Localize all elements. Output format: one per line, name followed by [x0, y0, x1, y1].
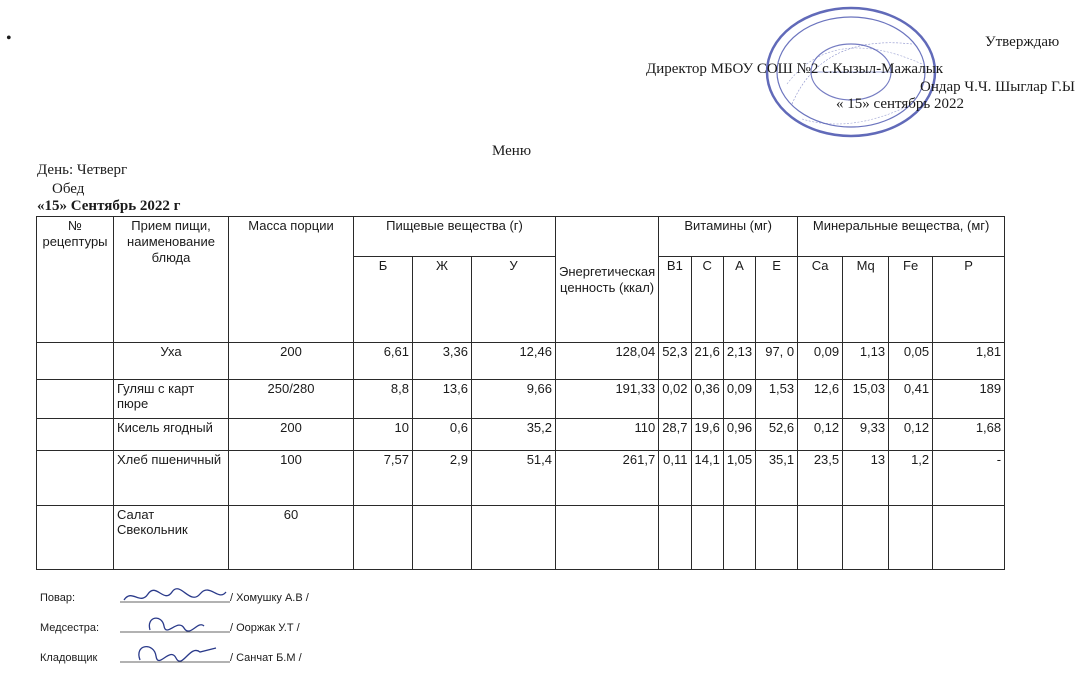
- cell-energy: 261,7: [556, 451, 659, 506]
- header-minerals: Минеральные вещества, (мг): [798, 217, 1005, 257]
- table-row: [37, 451, 1005, 506]
- cell-b: 7,57: [354, 451, 413, 506]
- cell-c: 14,1: [691, 451, 723, 506]
- cell-p: -: [933, 451, 1005, 506]
- cell-u: 35,2: [472, 419, 556, 451]
- subheader-a: А: [723, 257, 755, 343]
- cell-b: 6,61: [354, 343, 413, 380]
- cell-mg: 1,13: [843, 343, 889, 380]
- header-recipe: № рецептуры: [37, 217, 114, 343]
- signature-name: / Ооржак У.Т /: [230, 622, 300, 634]
- cell-fe: 0,05: [889, 343, 933, 380]
- cell-b1: 52,3: [659, 343, 691, 380]
- cell-u: 9,66: [472, 380, 556, 419]
- subheader-u: У: [472, 257, 556, 343]
- cell-mg: 15,03: [843, 380, 889, 419]
- signature-storekeeper: [40, 652, 380, 682]
- header-dish-name: Прием пищи, наименование блюда: [114, 217, 229, 343]
- cell-b: 8,8: [354, 380, 413, 419]
- cell-mass: 100: [229, 451, 354, 506]
- cell-e: 35,1: [756, 451, 798, 506]
- cell-mass: 200: [229, 419, 354, 451]
- subheader-ca: Са: [798, 257, 843, 343]
- cell-zh: 3,36: [413, 343, 472, 380]
- subheader-p: Р: [933, 257, 1005, 343]
- signature-role: Повар:: [40, 592, 76, 604]
- header-energy: Энергетическая ценность (ккал): [556, 217, 659, 343]
- table-row: [37, 343, 1005, 380]
- signatures-block: [40, 592, 380, 682]
- cell-zh: 13,6: [413, 380, 472, 419]
- cell-recipe: [37, 506, 114, 570]
- cell-p: 1,68: [933, 419, 1005, 451]
- subheader-fe: Fe: [889, 257, 933, 343]
- table-row: [37, 506, 1005, 570]
- cell-recipe: [37, 343, 114, 380]
- cell-dish-name: Хлеб пшеничный: [114, 451, 229, 506]
- cell-energy: 110: [556, 419, 659, 451]
- signature-scribble-nurse: [120, 612, 230, 638]
- cell-ca: 23,5: [798, 451, 843, 506]
- cell-recipe: [37, 380, 114, 419]
- approve-position: Директор МБОУ СОШ №2 с.Кызыл-Мажалык: [646, 61, 944, 77]
- cell-recipe: [37, 419, 114, 451]
- cell-dish-name: Уха: [114, 343, 229, 380]
- cell-c: 0,36: [691, 380, 723, 419]
- table-header-row: [37, 217, 1005, 257]
- header-mass: Масса порции: [229, 217, 354, 343]
- cell-energy: 128,04: [556, 343, 659, 380]
- cell-a: 0,09: [723, 380, 755, 419]
- subheader-e: Е: [756, 257, 798, 343]
- cell-mg: 13: [843, 451, 889, 506]
- cell-c: [691, 506, 723, 570]
- cell-u: 51,4: [472, 451, 556, 506]
- signature-name: / Хомушку А.В /: [230, 592, 309, 604]
- cell-u: [472, 506, 556, 570]
- cell-zh: 2,9: [413, 451, 472, 506]
- cell-dish-name: Гуляш с карт пюре: [114, 380, 229, 419]
- signature-role: Кладовщик: [40, 652, 98, 664]
- header-nutrients: Пищевые вещества (г): [354, 217, 556, 257]
- menu-day: День: Четверг: [37, 162, 128, 178]
- cell-mg: 9,33: [843, 419, 889, 451]
- approve-date: « 15» сентябрь 2022: [836, 96, 965, 112]
- menu-title: Меню: [492, 143, 532, 159]
- cell-a: 1,05: [723, 451, 755, 506]
- cell-b: [354, 506, 413, 570]
- cell-e: [756, 506, 798, 570]
- table-row: [37, 419, 1005, 451]
- cell-b1: 0,11: [659, 451, 691, 506]
- cell-p: 1,81: [933, 343, 1005, 380]
- cell-recipe: [37, 451, 114, 506]
- signature-scribble-storekeeper: [120, 638, 230, 668]
- cell-b: 10: [354, 419, 413, 451]
- cell-ca: 0,12: [798, 419, 843, 451]
- cell-b1: 0,02: [659, 380, 691, 419]
- cell-zh: [413, 506, 472, 570]
- subheader-b: Б: [354, 257, 413, 343]
- subheader-mg: Мq: [843, 257, 889, 343]
- cell-b1: [659, 506, 691, 570]
- cell-fe: 0,41: [889, 380, 933, 419]
- subheader-c: С: [691, 257, 723, 343]
- cell-p: [933, 506, 1005, 570]
- cell-mg: [843, 506, 889, 570]
- signature-name: / Санчат Б.М /: [230, 652, 302, 664]
- cell-fe: 1,2: [889, 451, 933, 506]
- header-vitamins: Витамины (мг): [659, 217, 798, 257]
- table-row: [37, 380, 1005, 419]
- cell-e: 52,6: [756, 419, 798, 451]
- menu-date: «15» Сентябрь 2022 г: [37, 198, 181, 214]
- menu-table: [36, 216, 1005, 570]
- cell-zh: 0,6: [413, 419, 472, 451]
- cell-b1: 28,7: [659, 419, 691, 451]
- cell-a: [723, 506, 755, 570]
- cell-a: 0,96: [723, 419, 755, 451]
- cell-a: 2,13: [723, 343, 755, 380]
- subheader-zh: Ж: [413, 257, 472, 343]
- cell-dish-name: Салат Свекольник: [114, 506, 229, 570]
- cell-fe: [889, 506, 933, 570]
- cell-ca: 12,6: [798, 380, 843, 419]
- cell-energy: 191,33: [556, 380, 659, 419]
- cell-energy: [556, 506, 659, 570]
- cell-dish-name: Кисель ягодный: [114, 419, 229, 451]
- signature-role: Медсестра:: [40, 622, 100, 634]
- cell-u: 12,46: [472, 343, 556, 380]
- cell-fe: 0,12: [889, 419, 933, 451]
- approve-name: Ондар Ч.Ч. Шыглар Г.Ы: [920, 79, 1075, 95]
- cell-ca: 0,09: [798, 343, 843, 380]
- cell-mass: 60: [229, 506, 354, 570]
- bullet: •: [6, 30, 12, 47]
- cell-mass: 200: [229, 343, 354, 380]
- menu-meal: Обед: [52, 181, 85, 197]
- signature-scribble-cook: [120, 586, 230, 608]
- approve-title: Утверждаю: [985, 34, 1060, 50]
- cell-c: 19,6: [691, 419, 723, 451]
- subheader-b1: В1: [659, 257, 691, 343]
- cell-ca: [798, 506, 843, 570]
- cell-mass: 250/280: [229, 380, 354, 419]
- cell-p: 189: [933, 380, 1005, 419]
- cell-c: 21,6: [691, 343, 723, 380]
- cell-e: 1,53: [756, 380, 798, 419]
- cell-e: 97, 0: [756, 343, 798, 380]
